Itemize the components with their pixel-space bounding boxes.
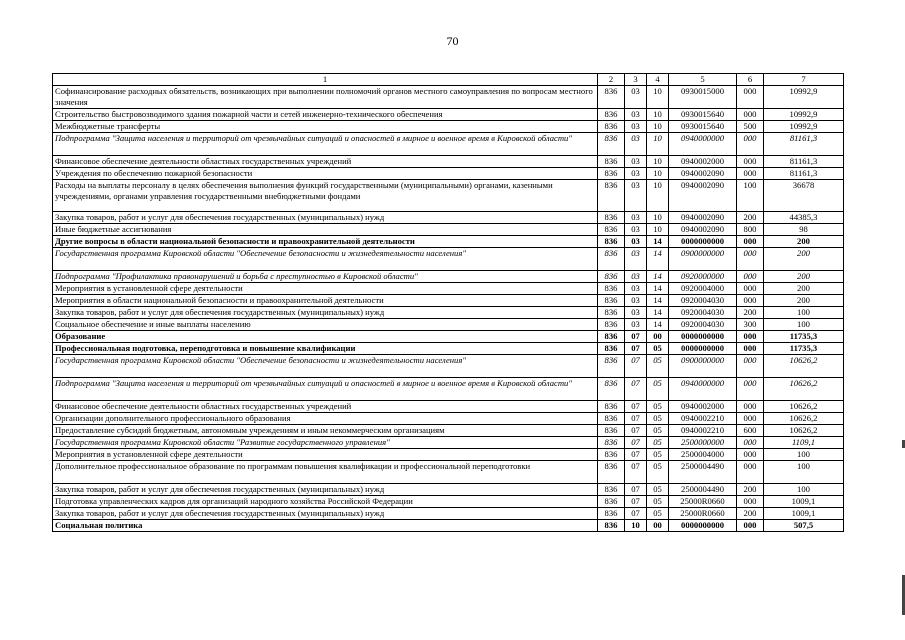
amount-cell: 100 (764, 449, 844, 461)
target-article-code-cell: 0940002210 (669, 413, 737, 425)
admin-code-cell: 836 (598, 319, 625, 331)
section-code-cell: 07 (625, 461, 647, 484)
table-row (53, 307, 844, 319)
target-article-code-cell: 0940002090 (669, 212, 737, 224)
section-code-cell: 03 (625, 86, 647, 109)
expense-type-code-cell: 000 (737, 133, 764, 156)
table-row (53, 520, 844, 532)
amount-cell: 100 (764, 484, 844, 496)
row-name-cell: Иные бюджетные ассигнования (53, 224, 598, 236)
row-name-cell: Государственная программа Кировской области "Обеспечение безопасности и жизнедеятельности населения" (53, 248, 598, 271)
subsection-code-cell: 10 (647, 156, 669, 168)
row-name-cell: Подготовка управленческих кадров для организаций народного хозяйства Российской Федерации (53, 496, 598, 508)
target-article-code-cell: 0920004000 (669, 283, 737, 295)
expense-type-code-cell: 000 (737, 295, 764, 307)
row-name-cell: Строительство быстровозводимого здания пожарной части и сетей инженерно-технического обеспечения (53, 109, 598, 121)
expense-type-code-cell: 000 (737, 343, 764, 355)
admin-code-cell: 836 (598, 413, 625, 425)
row-name-cell: Закупка товаров, работ и услуг для обеспечения государственных (муниципальных) нужд (53, 307, 598, 319)
row-name-cell: Организации дополнительного профессионального образования (53, 413, 598, 425)
section-code-cell: 07 (625, 425, 647, 437)
expense-type-code-cell: 200 (737, 508, 764, 520)
amount-cell: 100 (764, 319, 844, 331)
target-article-code-cell: 0940002210 (669, 425, 737, 437)
section-code-cell: 07 (625, 449, 647, 461)
subsection-code-cell: 10 (647, 133, 669, 156)
table-row (53, 331, 844, 343)
admin-code-cell: 836 (598, 236, 625, 248)
target-article-code-cell: 0930015640 (669, 109, 737, 121)
table-row (53, 295, 844, 307)
subsection-code-cell: 05 (647, 355, 669, 378)
subsection-code-cell: 10 (647, 121, 669, 133)
amount-cell: 507,5 (764, 520, 844, 532)
expense-type-code-cell: 000 (737, 355, 764, 378)
subsection-code-cell: 05 (647, 496, 669, 508)
admin-code-cell: 836 (598, 295, 625, 307)
expense-type-code-cell: 000 (737, 461, 764, 484)
target-article-code-cell: 0940000000 (669, 378, 737, 401)
header-row (53, 74, 844, 86)
amount-cell: 11735,3 (764, 343, 844, 355)
subsection-code-cell: 14 (647, 248, 669, 271)
subsection-code-cell: 05 (647, 449, 669, 461)
expense-type-code-cell: 000 (737, 283, 764, 295)
row-name-cell: Мероприятия в установленной сфере деятельности (53, 283, 598, 295)
table-row (53, 156, 844, 168)
expense-type-code-cell: 000 (737, 168, 764, 180)
subsection-code-cell: 14 (647, 319, 669, 331)
expense-type-code-cell: 500 (737, 121, 764, 133)
admin-code-cell: 836 (598, 401, 625, 413)
admin-code-cell: 836 (598, 508, 625, 520)
amount-cell: 1009,1 (764, 508, 844, 520)
row-name-cell: Государственная программа Кировской области "Развитие государственного управления" (53, 437, 598, 449)
target-article-code-cell: 0920000000 (669, 271, 737, 283)
target-article-code-cell: 0930015640 (669, 121, 737, 133)
section-code-cell: 07 (625, 508, 647, 520)
section-code-cell: 07 (625, 437, 647, 449)
subsection-code-cell: 00 (647, 331, 669, 343)
target-article-code-cell: 0920004030 (669, 295, 737, 307)
column-header: 7 (764, 74, 844, 86)
expense-type-code-cell: 000 (737, 378, 764, 401)
section-code-cell: 03 (625, 156, 647, 168)
admin-code-cell: 836 (598, 437, 625, 449)
admin-code-cell: 836 (598, 449, 625, 461)
table-row (53, 180, 844, 212)
expense-type-code-cell: 000 (737, 156, 764, 168)
target-article-code-cell: 0900000000 (669, 355, 737, 378)
table-row (53, 236, 844, 248)
section-code-cell: 03 (625, 109, 647, 121)
admin-code-cell: 836 (598, 86, 625, 109)
row-name-cell: Подпрограмма "Защита населения и территорий от чрезвычайных ситуаций и опасностей в мирное и военное время в Кировской области" (53, 378, 598, 401)
admin-code-cell: 836 (598, 343, 625, 355)
column-header: 3 (625, 74, 647, 86)
admin-code-cell: 836 (598, 283, 625, 295)
amount-cell: 10626,2 (764, 355, 844, 378)
column-header: 5 (669, 74, 737, 86)
amount-cell: 200 (764, 236, 844, 248)
row-name-cell: Межбюджетные трансферты (53, 121, 598, 133)
amount-cell: 200 (764, 283, 844, 295)
table-row (53, 319, 844, 331)
row-name-cell: Государственная программа Кировской области "Обеспечение безопасности и жизнедеятельности населения" (53, 355, 598, 378)
subsection-code-cell: 10 (647, 212, 669, 224)
admin-code-cell: 836 (598, 271, 625, 283)
target-article-code-cell: 0940002000 (669, 156, 737, 168)
row-name-cell: Подпрограмма "Профилактика правонарушений и борьба с преступностью в Кировской области" (53, 271, 598, 283)
admin-code-cell: 836 (598, 109, 625, 121)
subsection-code-cell: 14 (647, 271, 669, 283)
amount-cell: 200 (764, 248, 844, 271)
admin-code-cell: 836 (598, 307, 625, 319)
subsection-code-cell: 05 (647, 508, 669, 520)
table-row (53, 461, 844, 484)
admin-code-cell: 836 (598, 180, 625, 212)
column-header: 2 (598, 74, 625, 86)
section-code-cell: 07 (625, 413, 647, 425)
table-row (53, 212, 844, 224)
column-header: 1 (53, 74, 598, 86)
target-article-code-cell: 0900000000 (669, 248, 737, 271)
row-name-cell: Дополнительное профессиональное образование по программам повышения квалификации и профессиональной переподготовки (53, 461, 598, 484)
expense-type-code-cell: 000 (737, 437, 764, 449)
target-article-code-cell: 25000R0660 (669, 508, 737, 520)
target-article-code-cell: 0940002090 (669, 224, 737, 236)
amount-cell: 44385,3 (764, 212, 844, 224)
amount-cell: 1009,1 (764, 496, 844, 508)
target-article-code-cell: 0920004030 (669, 319, 737, 331)
admin-code-cell: 836 (598, 461, 625, 484)
row-name-cell: Расходы на выплаты персоналу в целях обеспечения выполнения функций государственными (муниципальными) органами, казенными учреждениями, органами управления государственными внебюджетными фондами (53, 180, 598, 212)
subsection-code-cell: 05 (647, 484, 669, 496)
section-code-cell: 03 (625, 180, 647, 212)
amount-cell: 36678 (764, 180, 844, 212)
row-name-cell: Софинансирование расходных обязательств, возникающих при выполнении полномочий органов местного самоуправления по вопросам местного значения (53, 86, 598, 109)
subsection-code-cell: 14 (647, 236, 669, 248)
table-row (53, 355, 844, 378)
amount-cell: 200 (764, 271, 844, 283)
section-code-cell: 07 (625, 484, 647, 496)
table-row (53, 378, 844, 401)
row-name-cell: Учреждения по обеспечению пожарной безопасности (53, 168, 598, 180)
expense-type-code-cell: 600 (737, 425, 764, 437)
amount-cell: 10626,2 (764, 425, 844, 437)
amount-cell: 10992,9 (764, 86, 844, 109)
expense-type-code-cell: 000 (737, 109, 764, 121)
target-article-code-cell: 0940002000 (669, 401, 737, 413)
section-code-cell: 03 (625, 295, 647, 307)
subsection-code-cell: 10 (647, 168, 669, 180)
amount-cell: 100 (764, 461, 844, 484)
expense-type-code-cell: 000 (737, 520, 764, 532)
subsection-code-cell: 05 (647, 437, 669, 449)
page-number: 70 (446, 34, 459, 48)
target-article-code-cell: 25000R0660 (669, 496, 737, 508)
amount-cell: 81161,3 (764, 156, 844, 168)
section-code-cell: 03 (625, 224, 647, 236)
subsection-code-cell: 00 (647, 520, 669, 532)
section-code-cell: 03 (625, 283, 647, 295)
table-row (53, 168, 844, 180)
target-article-code-cell: 0000000000 (669, 343, 737, 355)
subsection-code-cell: 10 (647, 86, 669, 109)
amount-cell: 11735,3 (764, 331, 844, 343)
section-code-cell: 03 (625, 271, 647, 283)
expense-type-code-cell: 000 (737, 496, 764, 508)
amount-cell: 10992,9 (764, 121, 844, 133)
row-name-cell: Другие вопросы в области национальной безопасности и правоохранительной деятельности (53, 236, 598, 248)
section-code-cell: 03 (625, 248, 647, 271)
row-name-cell: Профессиональная подготовка, переподготовка и повышение квалификации (53, 343, 598, 355)
table-row (53, 484, 844, 496)
section-code-cell: 07 (625, 331, 647, 343)
target-article-code-cell: 2500004000 (669, 449, 737, 461)
row-name-cell: Мероприятия в установленной сфере деятельности (53, 449, 598, 461)
table-row (53, 401, 844, 413)
row-name-cell: Закупка товаров, работ и услуг для обеспечения государственных (муниципальных) нужд (53, 508, 598, 520)
table-row (53, 425, 844, 437)
section-code-cell: 03 (625, 121, 647, 133)
row-name-cell: Финансовое обеспечение деятельности областных государственных учреждений (53, 156, 598, 168)
column-header: 4 (647, 74, 669, 86)
table-row (53, 109, 844, 121)
admin-code-cell: 836 (598, 331, 625, 343)
table-row (53, 283, 844, 295)
table-row (53, 437, 844, 449)
expense-type-code-cell: 000 (737, 271, 764, 283)
amount-cell: 200 (764, 295, 844, 307)
row-name-cell: Социальная политика (53, 520, 598, 532)
amount-cell: 98 (764, 224, 844, 236)
table-body (53, 86, 844, 532)
table-row (53, 413, 844, 425)
target-article-code-cell: 0000000000 (669, 236, 737, 248)
subsection-code-cell: 05 (647, 343, 669, 355)
section-code-cell: 07 (625, 401, 647, 413)
table-row (53, 496, 844, 508)
section-code-cell: 07 (625, 496, 647, 508)
table-row (53, 133, 844, 156)
admin-code-cell: 836 (598, 156, 625, 168)
admin-code-cell: 836 (598, 484, 625, 496)
amount-cell: 10626,2 (764, 378, 844, 401)
expense-type-code-cell: 000 (737, 401, 764, 413)
expense-type-code-cell: 200 (737, 484, 764, 496)
target-article-code-cell: 0930015000 (669, 86, 737, 109)
subsection-code-cell: 05 (647, 413, 669, 425)
expense-type-code-cell: 000 (737, 413, 764, 425)
target-article-code-cell: 0940002090 (669, 168, 737, 180)
section-code-cell: 03 (625, 212, 647, 224)
subsection-code-cell: 05 (647, 401, 669, 413)
table-row (53, 248, 844, 271)
target-article-code-cell: 0940000000 (669, 133, 737, 156)
table-row (53, 449, 844, 461)
expense-type-code-cell: 000 (737, 449, 764, 461)
table-row (53, 271, 844, 283)
expense-type-code-cell: 000 (737, 236, 764, 248)
expense-type-code-cell: 000 (737, 248, 764, 271)
row-name-cell: Предоставление субсидий бюджетным, автономным учреждениям и иным некоммерческим организациям (53, 425, 598, 437)
admin-code-cell: 836 (598, 378, 625, 401)
table-row (53, 343, 844, 355)
subsection-code-cell: 10 (647, 224, 669, 236)
expense-type-code-cell: 800 (737, 224, 764, 236)
column-header: 6 (737, 74, 764, 86)
budget-table (52, 73, 844, 532)
expense-type-code-cell: 000 (737, 86, 764, 109)
section-code-cell: 10 (625, 520, 647, 532)
table-row (53, 508, 844, 520)
target-article-code-cell: 0940002090 (669, 180, 737, 212)
section-code-cell: 03 (625, 236, 647, 248)
admin-code-cell: 836 (598, 425, 625, 437)
subsection-code-cell: 14 (647, 283, 669, 295)
amount-cell: 81161,3 (764, 133, 844, 156)
row-name-cell: Финансовое обеспечение деятельности областных государственных учреждений (53, 401, 598, 413)
admin-code-cell: 836 (598, 133, 625, 156)
subsection-code-cell: 05 (647, 378, 669, 401)
expense-type-code-cell: 200 (737, 307, 764, 319)
admin-code-cell: 836 (598, 248, 625, 271)
row-name-cell: Социальное обеспечение и иные выплаты населению (53, 319, 598, 331)
table-row (53, 224, 844, 236)
section-code-cell: 03 (625, 133, 647, 156)
admin-code-cell: 836 (598, 496, 625, 508)
admin-code-cell: 836 (598, 224, 625, 236)
amount-cell: 1109,1 (764, 437, 844, 449)
subsection-code-cell: 05 (647, 425, 669, 437)
section-code-cell: 07 (625, 378, 647, 401)
amount-cell: 81161,3 (764, 168, 844, 180)
target-article-code-cell: 0920004030 (669, 307, 737, 319)
amount-cell: 10626,2 (764, 413, 844, 425)
admin-code-cell: 836 (598, 212, 625, 224)
subsection-code-cell: 05 (647, 461, 669, 484)
target-article-code-cell: 2500004490 (669, 484, 737, 496)
row-name-cell: Подпрограмма "Защита населения и территорий от чрезвычайных ситуаций и опасностей в мирное и военное время в Кировской области" (53, 133, 598, 156)
amount-cell: 10626,2 (764, 401, 844, 413)
section-code-cell: 03 (625, 307, 647, 319)
admin-code-cell: 836 (598, 520, 625, 532)
row-name-cell: Закупка товаров, работ и услуг для обеспечения государственных (муниципальных) нужд (53, 212, 598, 224)
section-code-cell: 07 (625, 355, 647, 378)
row-name-cell: Образование (53, 331, 598, 343)
target-article-code-cell: 2500004490 (669, 461, 737, 484)
table-row (53, 121, 844, 133)
row-name-cell: Мероприятия в области национальной безопасности и правоохранительной деятельности (53, 295, 598, 307)
amount-cell: 100 (764, 307, 844, 319)
target-article-code-cell: 0000000000 (669, 520, 737, 532)
subsection-code-cell: 14 (647, 295, 669, 307)
row-name-cell: Закупка товаров, работ и услуг для обеспечения государственных (муниципальных) нужд (53, 484, 598, 496)
admin-code-cell: 836 (598, 168, 625, 180)
subsection-code-cell: 10 (647, 180, 669, 212)
expense-type-code-cell: 200 (737, 212, 764, 224)
section-code-cell: 03 (625, 319, 647, 331)
expense-type-code-cell: 100 (737, 180, 764, 212)
admin-code-cell: 836 (598, 355, 625, 378)
subsection-code-cell: 14 (647, 307, 669, 319)
target-article-code-cell: 2500000000 (669, 437, 737, 449)
admin-code-cell: 836 (598, 121, 625, 133)
subsection-code-cell: 10 (647, 109, 669, 121)
expense-type-code-cell: 300 (737, 319, 764, 331)
expense-type-code-cell: 000 (737, 331, 764, 343)
section-code-cell: 03 (625, 168, 647, 180)
amount-cell: 10992,9 (764, 109, 844, 121)
table-row (53, 86, 844, 109)
target-article-code-cell: 0000000000 (669, 331, 737, 343)
section-code-cell: 07 (625, 343, 647, 355)
